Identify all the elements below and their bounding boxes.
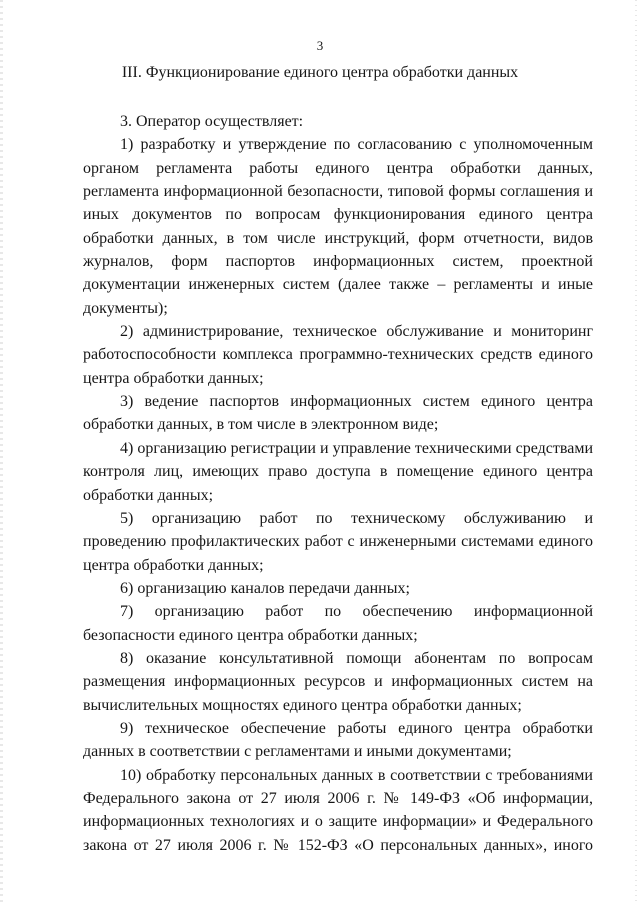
section-heading: III. Функционирование единого центра обработки данных <box>121 64 519 81</box>
list-item-9: 9) техническое обеспечение работы единого центра обработки данных в соответствии с регламентами и иными документами; <box>83 719 593 761</box>
scan-edge-right <box>635 0 637 905</box>
list-item-4: 4) организацию регистрации и управление техническими средствами контроля лиц, имеющих право доступа в помещение единого центра обработки данных; <box>83 439 593 504</box>
intro-paragraph: 3. Оператор осуществляет: <box>120 113 304 130</box>
list-item-2: 2) администрирование, техническое обслуживание и мониторинг работоспособности комплекса программно-технических средств единого центра обработки данных; <box>83 323 593 387</box>
list-item-10: 10) обработку персональных данных в соответствии с требованиями Федерального закона от 27 июля 2006 г. № 149-ФЗ «Об информации, информационных технологиях и о защите информации» и Федерального закона от 27 июля 2006 г. № 152-ФЗ «О персональных данных», иного <box>83 766 593 854</box>
list-item-5: 5) организацию работ по техническому обслуживанию и проведению профилактических работ с инженерными системами единого центра обработки данных; <box>83 509 593 574</box>
list-item-3: 3) ведение паспортов информационных систем единого центра обработки данных, в том числе в электронном виде; <box>83 393 593 434</box>
list-item-1: 1) разработку и утверждение по согласованию с уполномоченным органом регламента работы единого центра обработки данных, регламента информационной безопасности, типовой формы соглашения и иных документов по вопросам функционирования единого центра обработки данных, в том числе инструкций, форм отчетности, видов журналов, форм паспортов информационных систем, проектной документации инженерных систем (далее также – регламенты и иные документы); <box>83 136 593 317</box>
page-number: 3 <box>316 38 324 53</box>
document-body <box>83 110 593 857</box>
list-item-6: 6) организацию каналов передачи данных; <box>120 579 410 597</box>
list-item-8: 8) оказание консультативной помощи абонентам по вопросам размещения информационных ресурсов и информационных систем на вычислительных мощностях единого центра обработки данных; <box>83 649 593 714</box>
list-item-7: 7) организацию работ по обеспечению информационной безопасности единого центра обработки данных; <box>83 603 593 644</box>
scan-edge-left <box>0 0 3 905</box>
